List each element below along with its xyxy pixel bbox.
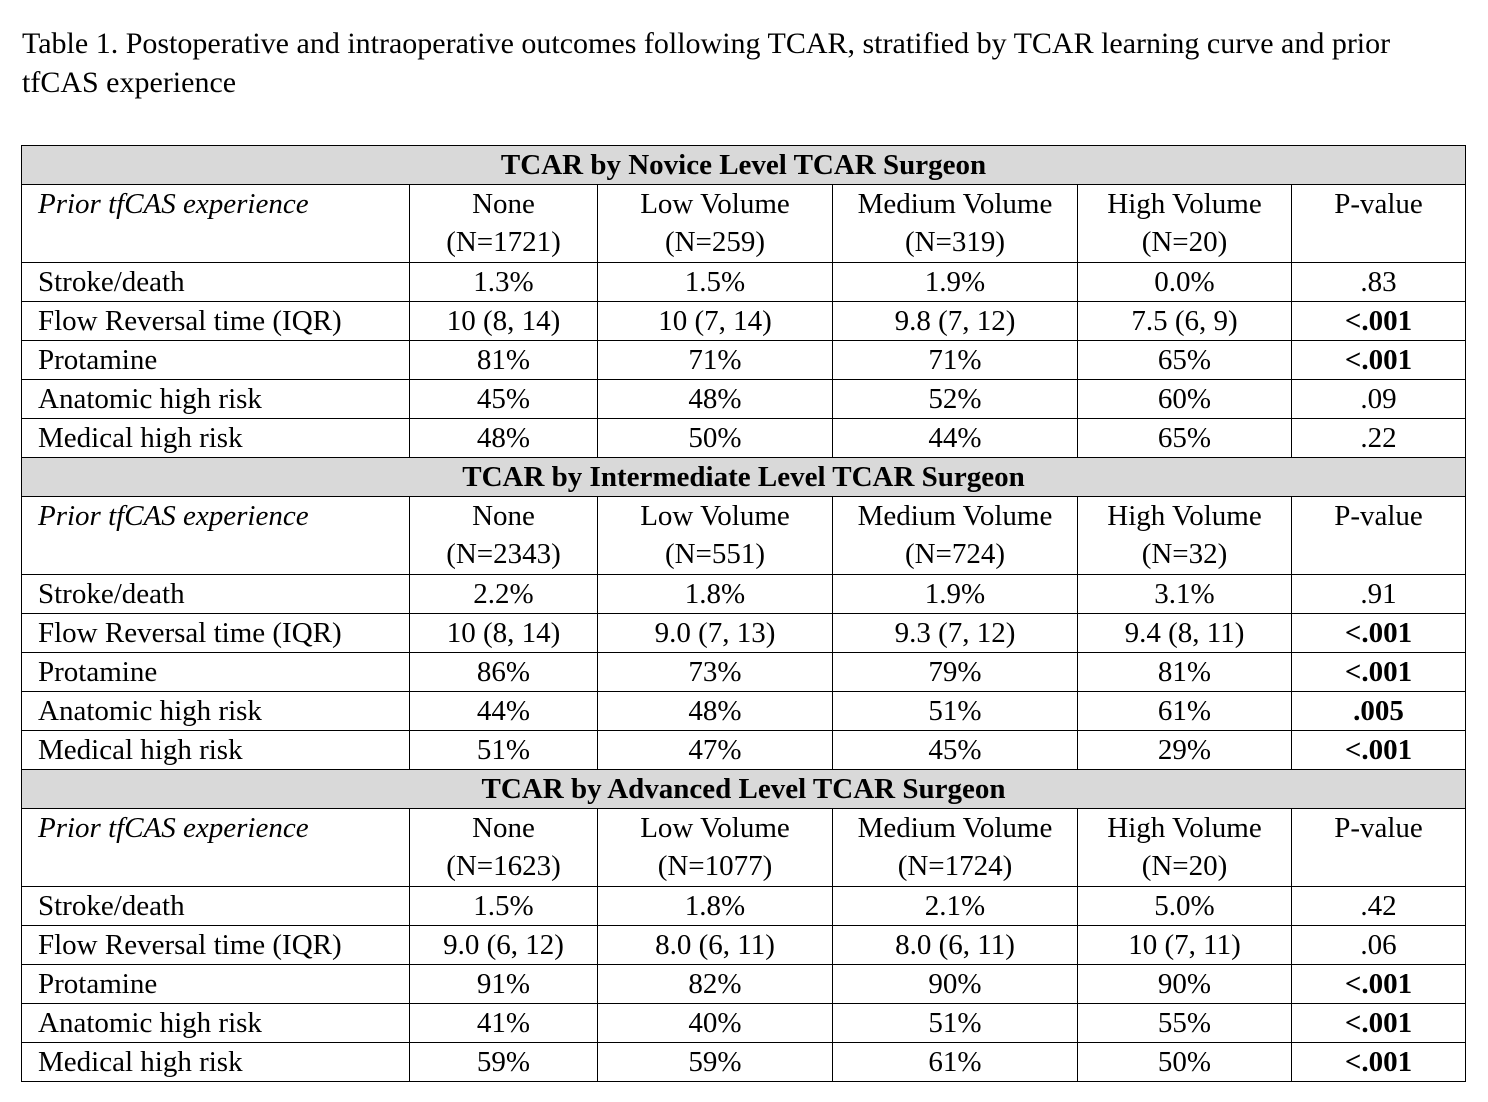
section-header-row [22, 770, 1466, 809]
value-cell: 51% [833, 692, 1078, 731]
section-header-row [22, 458, 1466, 497]
pvalue-cell: .42 [1292, 887, 1466, 926]
outcome-label: Medical high risk [22, 1043, 410, 1082]
outcome-label: Stroke/death [22, 575, 410, 614]
column-header-row [22, 809, 1466, 887]
outcome-label: Anatomic high risk [22, 692, 410, 731]
value-cell: 41% [410, 1004, 598, 1043]
column-header-cell [1078, 185, 1292, 263]
pvalue-cell: <.001 [1292, 1004, 1466, 1043]
value-cell: 10 (7, 14) [598, 302, 833, 341]
table-caption: Table 1. Postoperative and intraoperative outcomes following TCAR, stratified by TCAR learning curve and prior tfCAS experience [22, 27, 1391, 99]
row-header-label: Prior tfCAS experience [22, 497, 410, 575]
value-cell: 86% [410, 653, 598, 692]
value-cell: 2.2% [410, 575, 598, 614]
pvalue-cell: <.001 [1292, 653, 1466, 692]
value-cell: 61% [833, 1043, 1078, 1082]
pvalue-cell: .06 [1292, 926, 1466, 965]
group-count: (N=20) [1141, 850, 1228, 882]
value-cell: 52% [833, 380, 1078, 419]
table-row [22, 263, 1466, 302]
column-header-cell [598, 497, 833, 575]
table-row [22, 653, 1466, 692]
group-count: (N=1721) [446, 226, 561, 258]
outcome-label: Anatomic high risk [22, 1004, 410, 1043]
group-name: None [472, 500, 535, 532]
value-cell: 50% [1078, 1043, 1292, 1082]
column-header-cell [598, 185, 833, 263]
value-cell: 48% [410, 419, 598, 458]
value-cell: 9.3 (7, 12) [833, 614, 1078, 653]
value-cell: 1.9% [833, 575, 1078, 614]
value-cell: 10 (8, 14) [410, 302, 598, 341]
group-count: (N=2343) [446, 538, 561, 570]
group-name: Medium Volume [857, 188, 1053, 220]
column-header-cell [410, 809, 598, 887]
value-cell: 51% [410, 731, 598, 770]
value-cell: 91% [410, 965, 598, 1004]
value-cell: 45% [833, 731, 1078, 770]
pvalue-cell: .09 [1292, 380, 1466, 419]
value-cell: 9.4 (8, 11) [1078, 614, 1292, 653]
outcome-label: Medical high risk [22, 731, 410, 770]
column-header-cell [410, 497, 598, 575]
group-name: High Volume [1107, 812, 1262, 844]
value-cell: 81% [1078, 653, 1292, 692]
group-count: (N=1623) [446, 850, 561, 882]
group-name: Medium Volume [857, 500, 1053, 532]
column-header-cell [833, 185, 1078, 263]
outcome-label: Stroke/death [22, 263, 410, 302]
group-name: None [472, 812, 535, 844]
outcome-label: Medical high risk [22, 419, 410, 458]
value-cell: 1.9% [833, 263, 1078, 302]
pvalue-cell: <.001 [1292, 1043, 1466, 1082]
pvalue-header: P-value [1292, 809, 1466, 887]
pvalue-cell: .91 [1292, 575, 1466, 614]
value-cell: 51% [833, 1004, 1078, 1043]
value-cell: 8.0 (6, 11) [833, 926, 1078, 965]
outcomes-table [21, 145, 1466, 1082]
value-cell: 9.0 (6, 12) [410, 926, 598, 965]
group-name: Medium Volume [857, 812, 1053, 844]
group-count: (N=20) [1141, 226, 1228, 258]
group-count: (N=551) [664, 538, 766, 570]
pvalue-cell: <.001 [1292, 965, 1466, 1004]
value-cell: 65% [1078, 341, 1292, 380]
table-row [22, 926, 1466, 965]
value-cell: 44% [410, 692, 598, 731]
table-row [22, 302, 1466, 341]
value-cell: 79% [833, 653, 1078, 692]
group-count: (N=1724) [897, 850, 1013, 882]
table-row [22, 380, 1466, 419]
column-header-cell [1078, 497, 1292, 575]
table-row [22, 419, 1466, 458]
value-cell: 82% [598, 965, 833, 1004]
value-cell: 1.3% [410, 263, 598, 302]
column-header-cell [833, 809, 1078, 887]
outcome-label: Flow Reversal time (IQR) [22, 614, 410, 653]
pvalue-cell: <.001 [1292, 614, 1466, 653]
column-header-cell [410, 185, 598, 263]
column-header-cell [833, 497, 1078, 575]
pvalue-cell: .83 [1292, 263, 1466, 302]
group-name: Low Volume [640, 188, 790, 220]
value-cell: 1.8% [598, 887, 833, 926]
value-cell: 1.8% [598, 575, 833, 614]
column-header-row [22, 497, 1466, 575]
pvalue-cell: <.001 [1292, 341, 1466, 380]
value-cell: 10 (7, 11) [1078, 926, 1292, 965]
value-cell: 60% [1078, 380, 1292, 419]
group-count: (N=32) [1141, 538, 1228, 570]
group-name: Low Volume [640, 500, 790, 532]
group-count: (N=1077) [657, 850, 773, 882]
value-cell: 40% [598, 1004, 833, 1043]
value-cell: 48% [598, 380, 833, 419]
section-title: TCAR by Novice Level TCAR Surgeon [22, 146, 1466, 185]
group-count: (N=724) [904, 538, 1006, 570]
group-name: None [472, 188, 535, 220]
value-cell: 5.0% [1078, 887, 1292, 926]
value-cell: 50% [598, 419, 833, 458]
value-cell: 8.0 (6, 11) [598, 926, 833, 965]
value-cell: 71% [598, 341, 833, 380]
value-cell: 1.5% [410, 887, 598, 926]
column-header-cell [1078, 809, 1292, 887]
value-cell: 59% [598, 1043, 833, 1082]
outcome-label: Flow Reversal time (IQR) [22, 926, 410, 965]
pvalue-cell: <.001 [1292, 302, 1466, 341]
value-cell: 0.0% [1078, 263, 1292, 302]
table-row [22, 341, 1466, 380]
value-cell: 61% [1078, 692, 1292, 731]
section-header-row [22, 146, 1466, 185]
pvalue-header: P-value [1292, 185, 1466, 263]
group-count: (N=319) [904, 226, 1006, 258]
outcome-label: Anatomic high risk [22, 380, 410, 419]
value-cell: 9.8 (7, 12) [833, 302, 1078, 341]
table-row [22, 575, 1466, 614]
table-row [22, 692, 1466, 731]
value-cell: 29% [1078, 731, 1292, 770]
pvalue-cell: .22 [1292, 419, 1466, 458]
group-name: Low Volume [640, 812, 790, 844]
value-cell: 1.5% [598, 263, 833, 302]
table-row [22, 1004, 1466, 1043]
value-cell: 90% [1078, 965, 1292, 1004]
value-cell: 55% [1078, 1004, 1292, 1043]
value-cell: 3.1% [1078, 575, 1292, 614]
table-row [22, 965, 1466, 1004]
value-cell: 59% [410, 1043, 598, 1082]
value-cell: 65% [1078, 419, 1292, 458]
section-title: TCAR by Advanced Level TCAR Surgeon [22, 770, 1466, 809]
value-cell: 2.1% [833, 887, 1078, 926]
section-title: TCAR by Intermediate Level TCAR Surgeon [22, 458, 1466, 497]
outcome-label: Protamine [22, 341, 410, 380]
column-header-row [22, 185, 1466, 263]
table-row [22, 614, 1466, 653]
value-cell: 81% [410, 341, 598, 380]
outcome-label: Protamine [22, 653, 410, 692]
value-cell: 9.0 (7, 13) [598, 614, 833, 653]
group-count: (N=259) [664, 226, 766, 258]
group-name: High Volume [1107, 500, 1262, 532]
pvalue-cell: <.001 [1292, 731, 1466, 770]
value-cell: 48% [598, 692, 833, 731]
outcome-label: Protamine [22, 965, 410, 1004]
value-cell: 90% [833, 965, 1078, 1004]
pvalue-cell: .005 [1292, 692, 1466, 731]
outcome-label: Stroke/death [22, 887, 410, 926]
row-header-label: Prior tfCAS experience [22, 809, 410, 887]
value-cell: 44% [833, 419, 1078, 458]
value-cell: 45% [410, 380, 598, 419]
value-cell: 47% [598, 731, 833, 770]
value-cell: 10 (8, 14) [410, 614, 598, 653]
table-row [22, 887, 1466, 926]
value-cell: 71% [833, 341, 1078, 380]
row-header-label: Prior tfCAS experience [22, 185, 410, 263]
table-row [22, 1043, 1466, 1082]
table-row [22, 731, 1466, 770]
outcome-label: Flow Reversal time (IQR) [22, 302, 410, 341]
value-cell: 73% [598, 653, 833, 692]
group-name: High Volume [1107, 188, 1262, 220]
value-cell: 7.5 (6, 9) [1078, 302, 1292, 341]
pvalue-header: P-value [1292, 497, 1466, 575]
column-header-cell [598, 809, 833, 887]
